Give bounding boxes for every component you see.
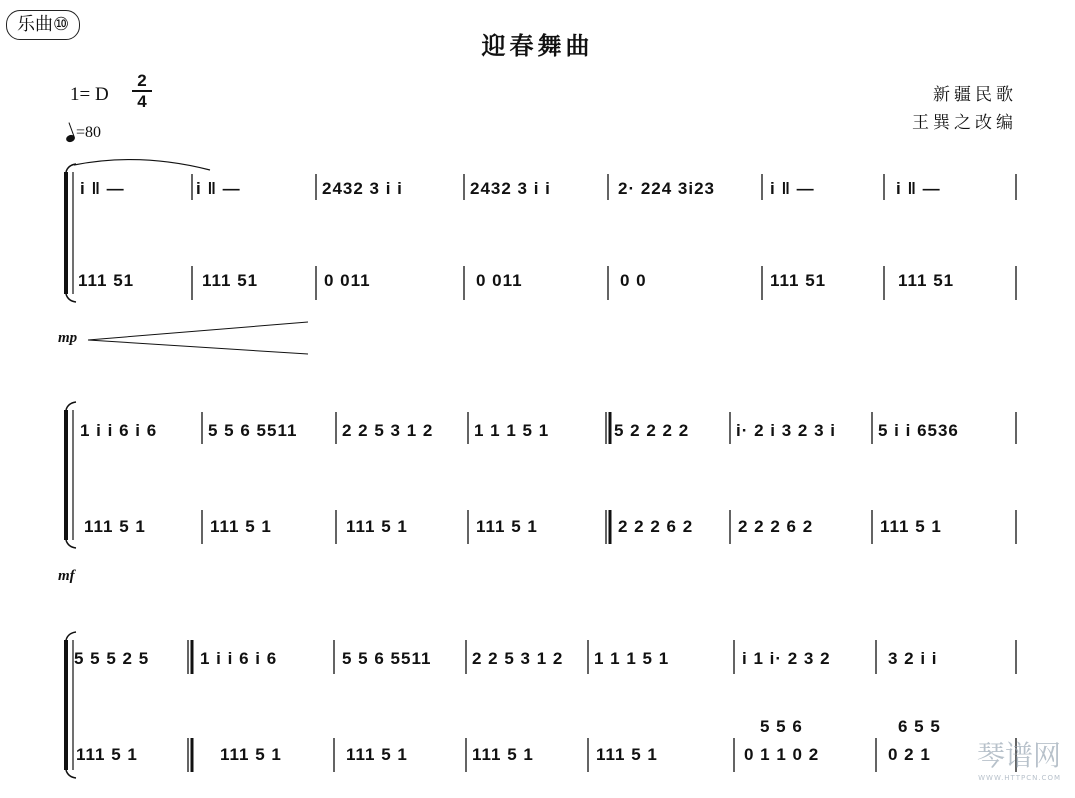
bar: 5 2 2 2 2 bbox=[614, 421, 690, 440]
bar: 111 5 1 bbox=[346, 517, 408, 536]
bar: 111 5 1 bbox=[346, 745, 408, 764]
bar: 111 5 1 bbox=[880, 517, 942, 536]
bar: 111 5 1 bbox=[476, 517, 538, 536]
time-signature-bottom: 4 bbox=[137, 92, 147, 111]
bar: 2432 3 i i bbox=[322, 179, 403, 198]
bar: 2 2 5 3 1 2 bbox=[472, 649, 564, 668]
bar: 111 5 1 bbox=[76, 745, 138, 764]
credit-arranger: 王巽之改编 bbox=[912, 113, 1017, 133]
bar: 2· 224 3i23 bbox=[618, 179, 716, 198]
bar: i· 2 i 3 2 3 i bbox=[736, 421, 836, 440]
bar: 111 5 1 bbox=[472, 745, 534, 764]
bar: 1 1 1 5 1 bbox=[474, 421, 550, 440]
bar: 5 5 6 5511 bbox=[208, 421, 298, 440]
bar: 2 2 2 6 2 bbox=[738, 517, 814, 536]
bar: i ‖ — bbox=[896, 179, 941, 198]
bar: 1 i i 6 i 6 bbox=[200, 649, 278, 668]
bar: 0 011 bbox=[476, 271, 523, 290]
bar: 5 5 6 5511 bbox=[342, 649, 432, 668]
credit-origin: 新疆民歌 bbox=[933, 85, 1017, 105]
bar: 0 0 bbox=[620, 271, 647, 290]
chord-upper-notes: 5 5 6 bbox=[760, 717, 803, 736]
bar: 5 5 5 2 5 bbox=[74, 649, 150, 668]
bar: 111 51 bbox=[78, 271, 135, 290]
tempo-marking: =80 bbox=[66, 124, 101, 142]
watermark-logo: 琴谱网 WWW.HTTPCN.COM bbox=[976, 739, 1061, 782]
bar: 0 011 bbox=[324, 271, 371, 290]
bar: 111 5 1 bbox=[84, 517, 146, 536]
dynamic-mf: mf bbox=[58, 568, 75, 584]
bar: 111 5 1 bbox=[596, 745, 658, 764]
bar: i ‖ — bbox=[80, 179, 125, 198]
bar: 111 5 1 bbox=[220, 745, 282, 764]
bar: 1 i i 6 i 6 bbox=[80, 421, 158, 440]
bar: 111 5 1 bbox=[210, 517, 272, 536]
bar: 111 51 bbox=[770, 271, 827, 290]
bar: 111 51 bbox=[898, 271, 955, 290]
dynamic-mp: mp bbox=[58, 330, 78, 346]
bar: 0 2 1 bbox=[888, 745, 931, 764]
bar: 5 i i 6536 bbox=[878, 421, 959, 440]
bar: i ‖ — bbox=[770, 179, 815, 198]
bar: 3 2 i i bbox=[888, 649, 938, 668]
bar: 1 1 1 5 1 bbox=[594, 649, 670, 668]
bar: i ‖ — bbox=[196, 179, 241, 198]
bar: 0 1 1 0 2 bbox=[744, 745, 820, 764]
piece-title: 迎春舞曲 bbox=[481, 31, 594, 60]
chord-upper-notes: 6 5 5 bbox=[898, 717, 941, 736]
time-signature-top: 2 bbox=[137, 71, 147, 90]
bar: 2432 3 i i bbox=[470, 179, 551, 198]
bar: 2 2 5 3 1 2 bbox=[342, 421, 434, 440]
bar: i 1 i· 2 3 2 bbox=[742, 649, 831, 668]
bar: 2 2 2 6 2 bbox=[618, 517, 694, 536]
key-signature: 1= D bbox=[70, 84, 109, 105]
piece-number-badge: 乐曲⑩ bbox=[6, 10, 80, 40]
system-1-brackets bbox=[66, 164, 76, 302]
bar: 111 51 bbox=[202, 271, 259, 290]
